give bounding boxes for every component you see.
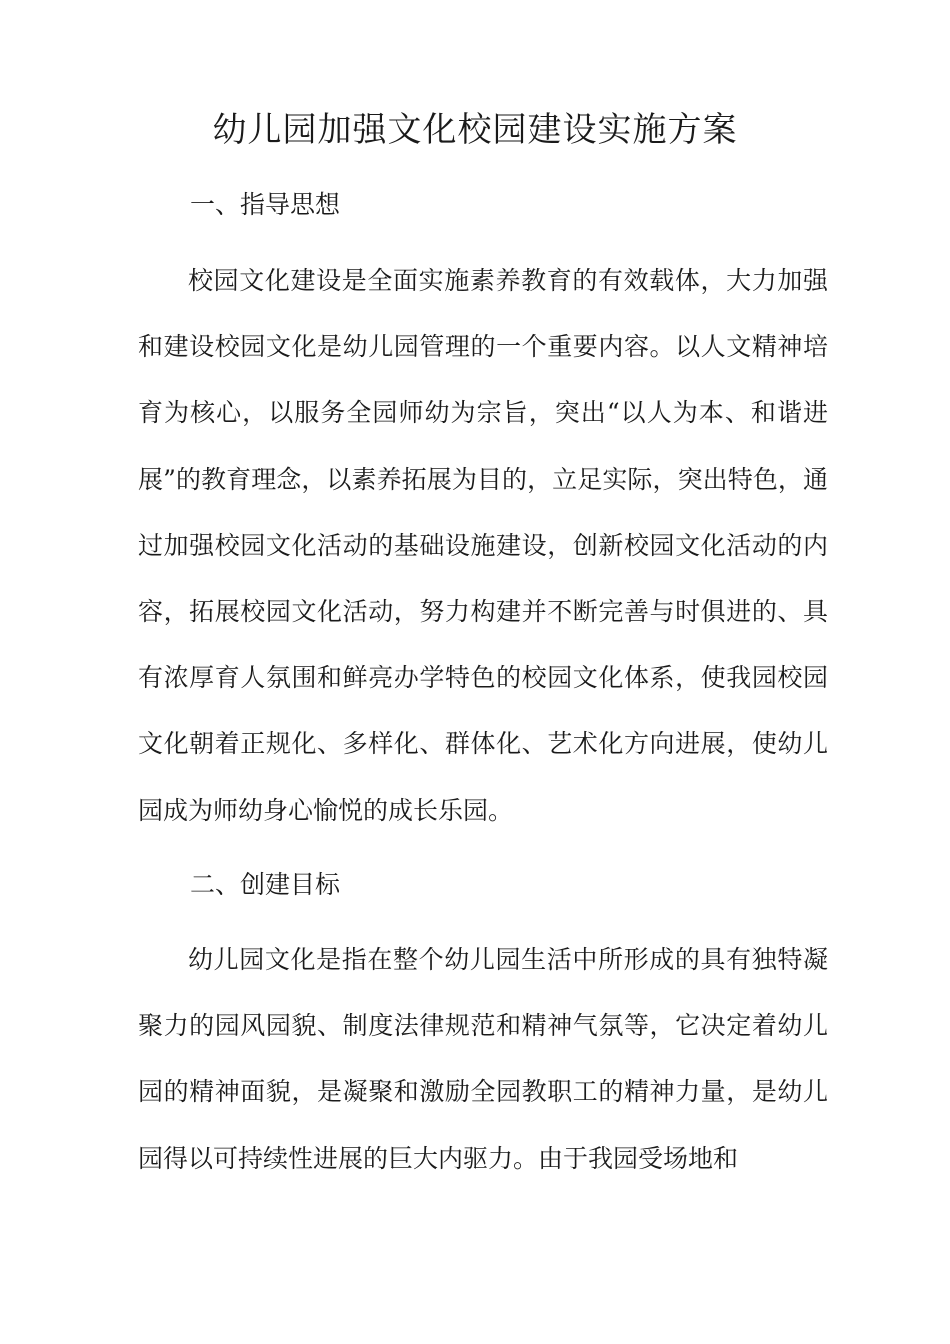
section-heading-guiding-ideology: 一、指导思想	[190, 190, 341, 219]
section-paragraph-guiding-ideology: 校园文化建设是全面实施素养教育的有效载体，大力加强和建设校园文化是幼儿园管理的一个重要内容。以人文精神培育为核心，以服务全园师幼为宗旨，突出“以人为本、和谐进展”的教育理念，以素养拓展为目的，立足实际，突出特色，通过加强校园文化活动的基础设施建设，创新校园文化活动的内容，拓展校园文化活动，努力构建并不断完善与时俱进的、具有浓厚育人氛围和鲜亮办学特色的校园文化体系，使我园校园文化朝着正规化、多样化、群体化、艺术化方向进展，使幼儿园成为师幼身心愉悦的成长乐园。	[138, 266, 828, 825]
section-heading-creation-goals: 二、创建目标	[190, 870, 341, 899]
section-paragraph-creation-goals: 幼儿园文化是指在整个幼儿园生活中所形成的具有独特凝聚力的园风园貌、制度法律规范和精神气氛等，它决定着幼儿园的精神面貌，是凝聚和激励全园教职工的精神力量，是幼儿园得以可持续性进展的巨大内驱力。由于我园受场地和	[138, 945, 828, 1173]
document-title: 幼儿园加强文化校园建设实施方案	[212, 110, 738, 150]
